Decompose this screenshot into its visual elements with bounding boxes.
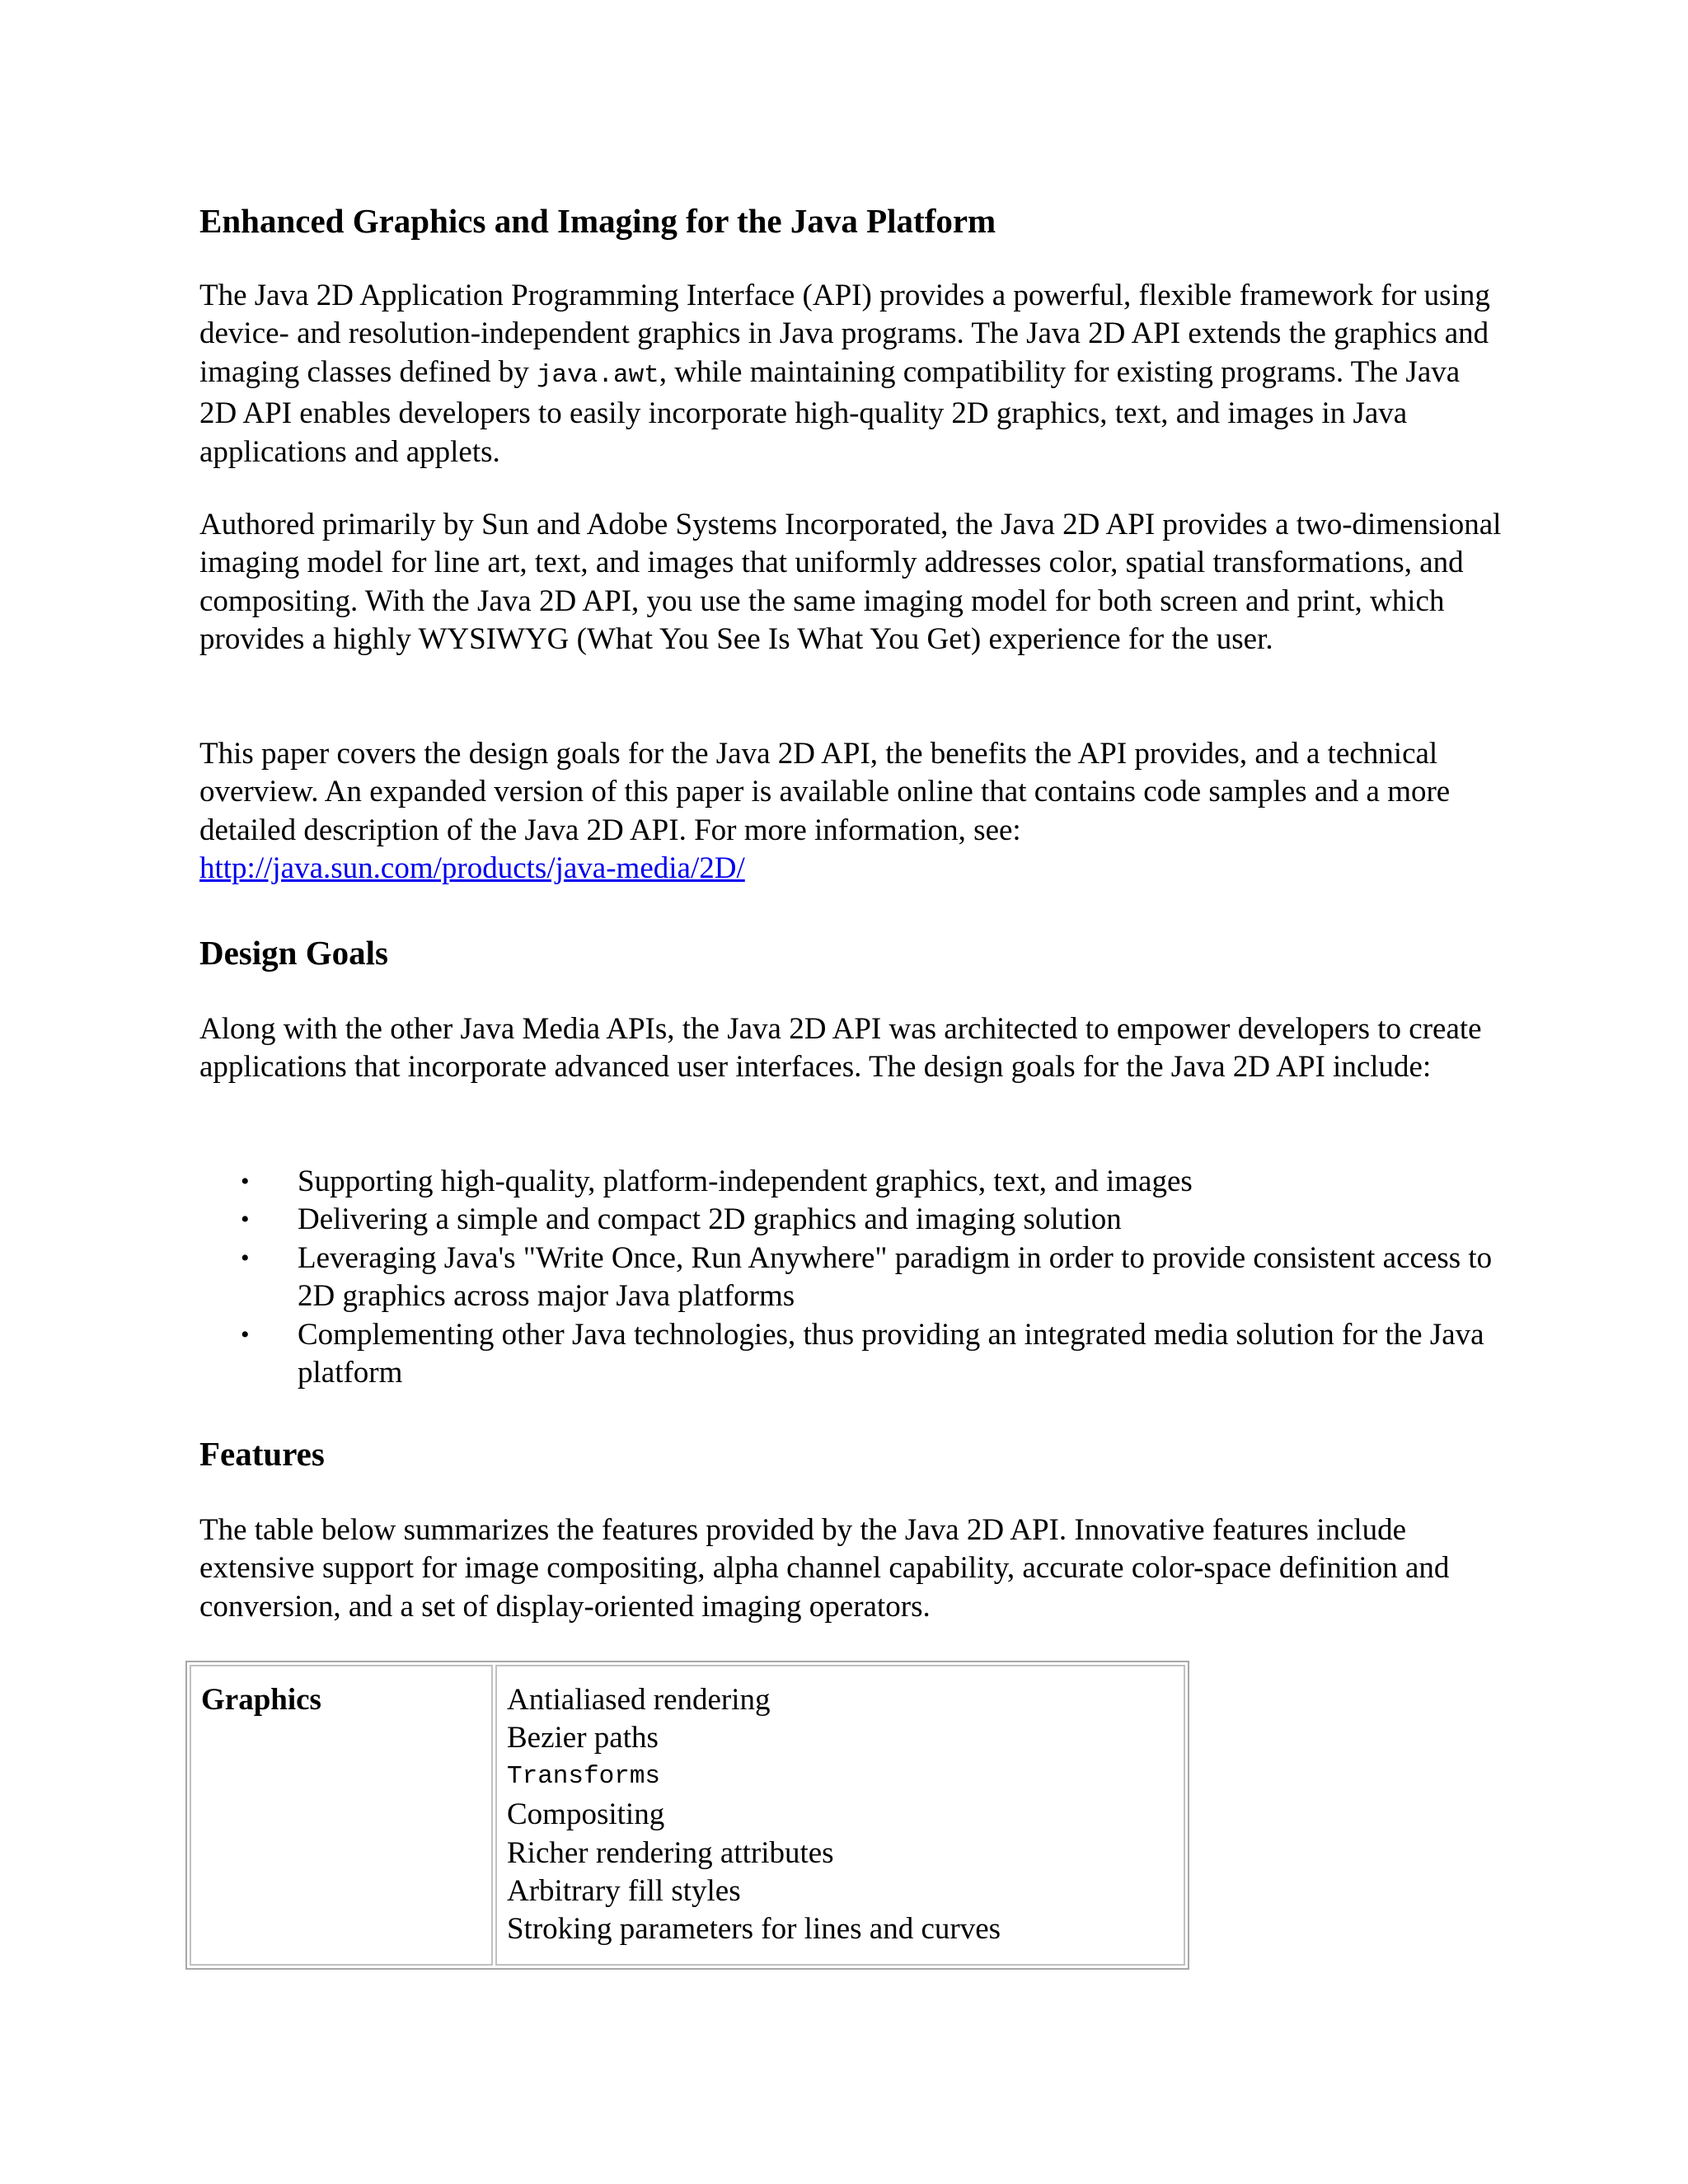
list-item: [199, 1240, 1502, 1316]
list-item: [199, 1201, 1502, 1239]
document-title: Enhanced Graphics and Imaging for the Java Platform: [199, 202, 996, 240]
design-goals-heading: Design Goals: [199, 934, 388, 972]
feature-item: Arbitrary fill styles: [507, 1874, 741, 1909]
design-goals-intro: Along with the other Java Media APIs, the Java 2D API was architected to empower developers to create applications that incorporate advanced user interfaces. The design goals for the Java 2D API include:: [199, 1012, 1482, 1085]
bullet-icon: •: [241, 1244, 250, 1272]
intro-paragraph-1-text-a: The Java 2D Application Programming Interface (API) provides a powerful, flexible framework for using device- and resolution-independent graphics in Java programs. The Java 2D API extends the graphics and imaging classes defined by: [199, 279, 1490, 389]
java-awt-code: java.awt: [536, 360, 659, 390]
intro-paragraph-1: [199, 277, 1502, 471]
features-heading: Features: [199, 1435, 325, 1473]
feature-item: Stroking parameters for lines and curves: [507, 1912, 1001, 1947]
intro-paragraph-3-text: This paper covers the design goals for the Java 2D API, the benefits the API provides, and a technical overview. An expanded version of this paper is available online that contains code samples and a more detailed description of the Java 2D API. For more information, see:: [199, 737, 1451, 847]
design-goals-list: [199, 1163, 1502, 1392]
list-item: [199, 1163, 1502, 1201]
feature-item: Richer rendering attributes: [507, 1835, 834, 1870]
list-item: [199, 1316, 1502, 1393]
feature-item-code: Transforms: [507, 1761, 661, 1791]
bullet-icon: •: [241, 1168, 250, 1195]
list-item-text: Leveraging Java's "Write Once, Run Anywhere" paradigm in order to provide consistent access to 2D graphics across major Java platforms: [298, 1240, 1493, 1314]
list-item-text: Complementing other Java technologies, thus providing an integrated media solution for the Java platform: [298, 1317, 1484, 1390]
features-table: [185, 1661, 1189, 1970]
features-intro: The table below summarizes the features provided by the Java 2D API. Innovative features include extensive support for image compositing, alpha channel capability, accurate color-space definition and conversion, and a set of display-oriented imaging operators.: [199, 1513, 1450, 1624]
table-category-cell: Graphics: [190, 1665, 493, 1966]
java2d-link[interactable]: http://java.sun.com/products/java-media/2D/: [199, 851, 745, 886]
bullet-icon: •: [241, 1206, 250, 1234]
intro-paragraph-2: Authored primarily by Sun and Adobe Systems Incorporated, the Java 2D API provides a two-dimensional imaging model for line art, text, and images that uniformly addresses color, spatial transformations, and compositing. With the Java 2D API, you use the same imaging model for both screen and print, which provides a highly WYSIWYG (What You See Is What You Get) experience for the user.: [199, 508, 1502, 657]
list-item-text: Delivering a simple and compact 2D graphics and imaging solution: [298, 1202, 1122, 1237]
feature-item: Antialiased rendering: [507, 1683, 771, 1717]
intro-paragraph-3: [199, 735, 1502, 888]
intro-paragraph-1-text-b: , while maintaining compatibility for existing programs. The Java 2D API enables developers to easily incorporate high-quality 2D graphics, text, and images in Java applications and applets.: [199, 354, 1461, 469]
feature-item: Bezier paths: [507, 1721, 659, 1755]
bullet-icon: •: [241, 1320, 250, 1348]
table-features-cell: [495, 1665, 1185, 1966]
list-item-text: Supporting high-quality, platform-independent graphics, text, and images: [298, 1165, 1193, 1198]
table-row: [190, 1665, 1185, 1966]
feature-item: Compositing: [507, 1797, 665, 1832]
